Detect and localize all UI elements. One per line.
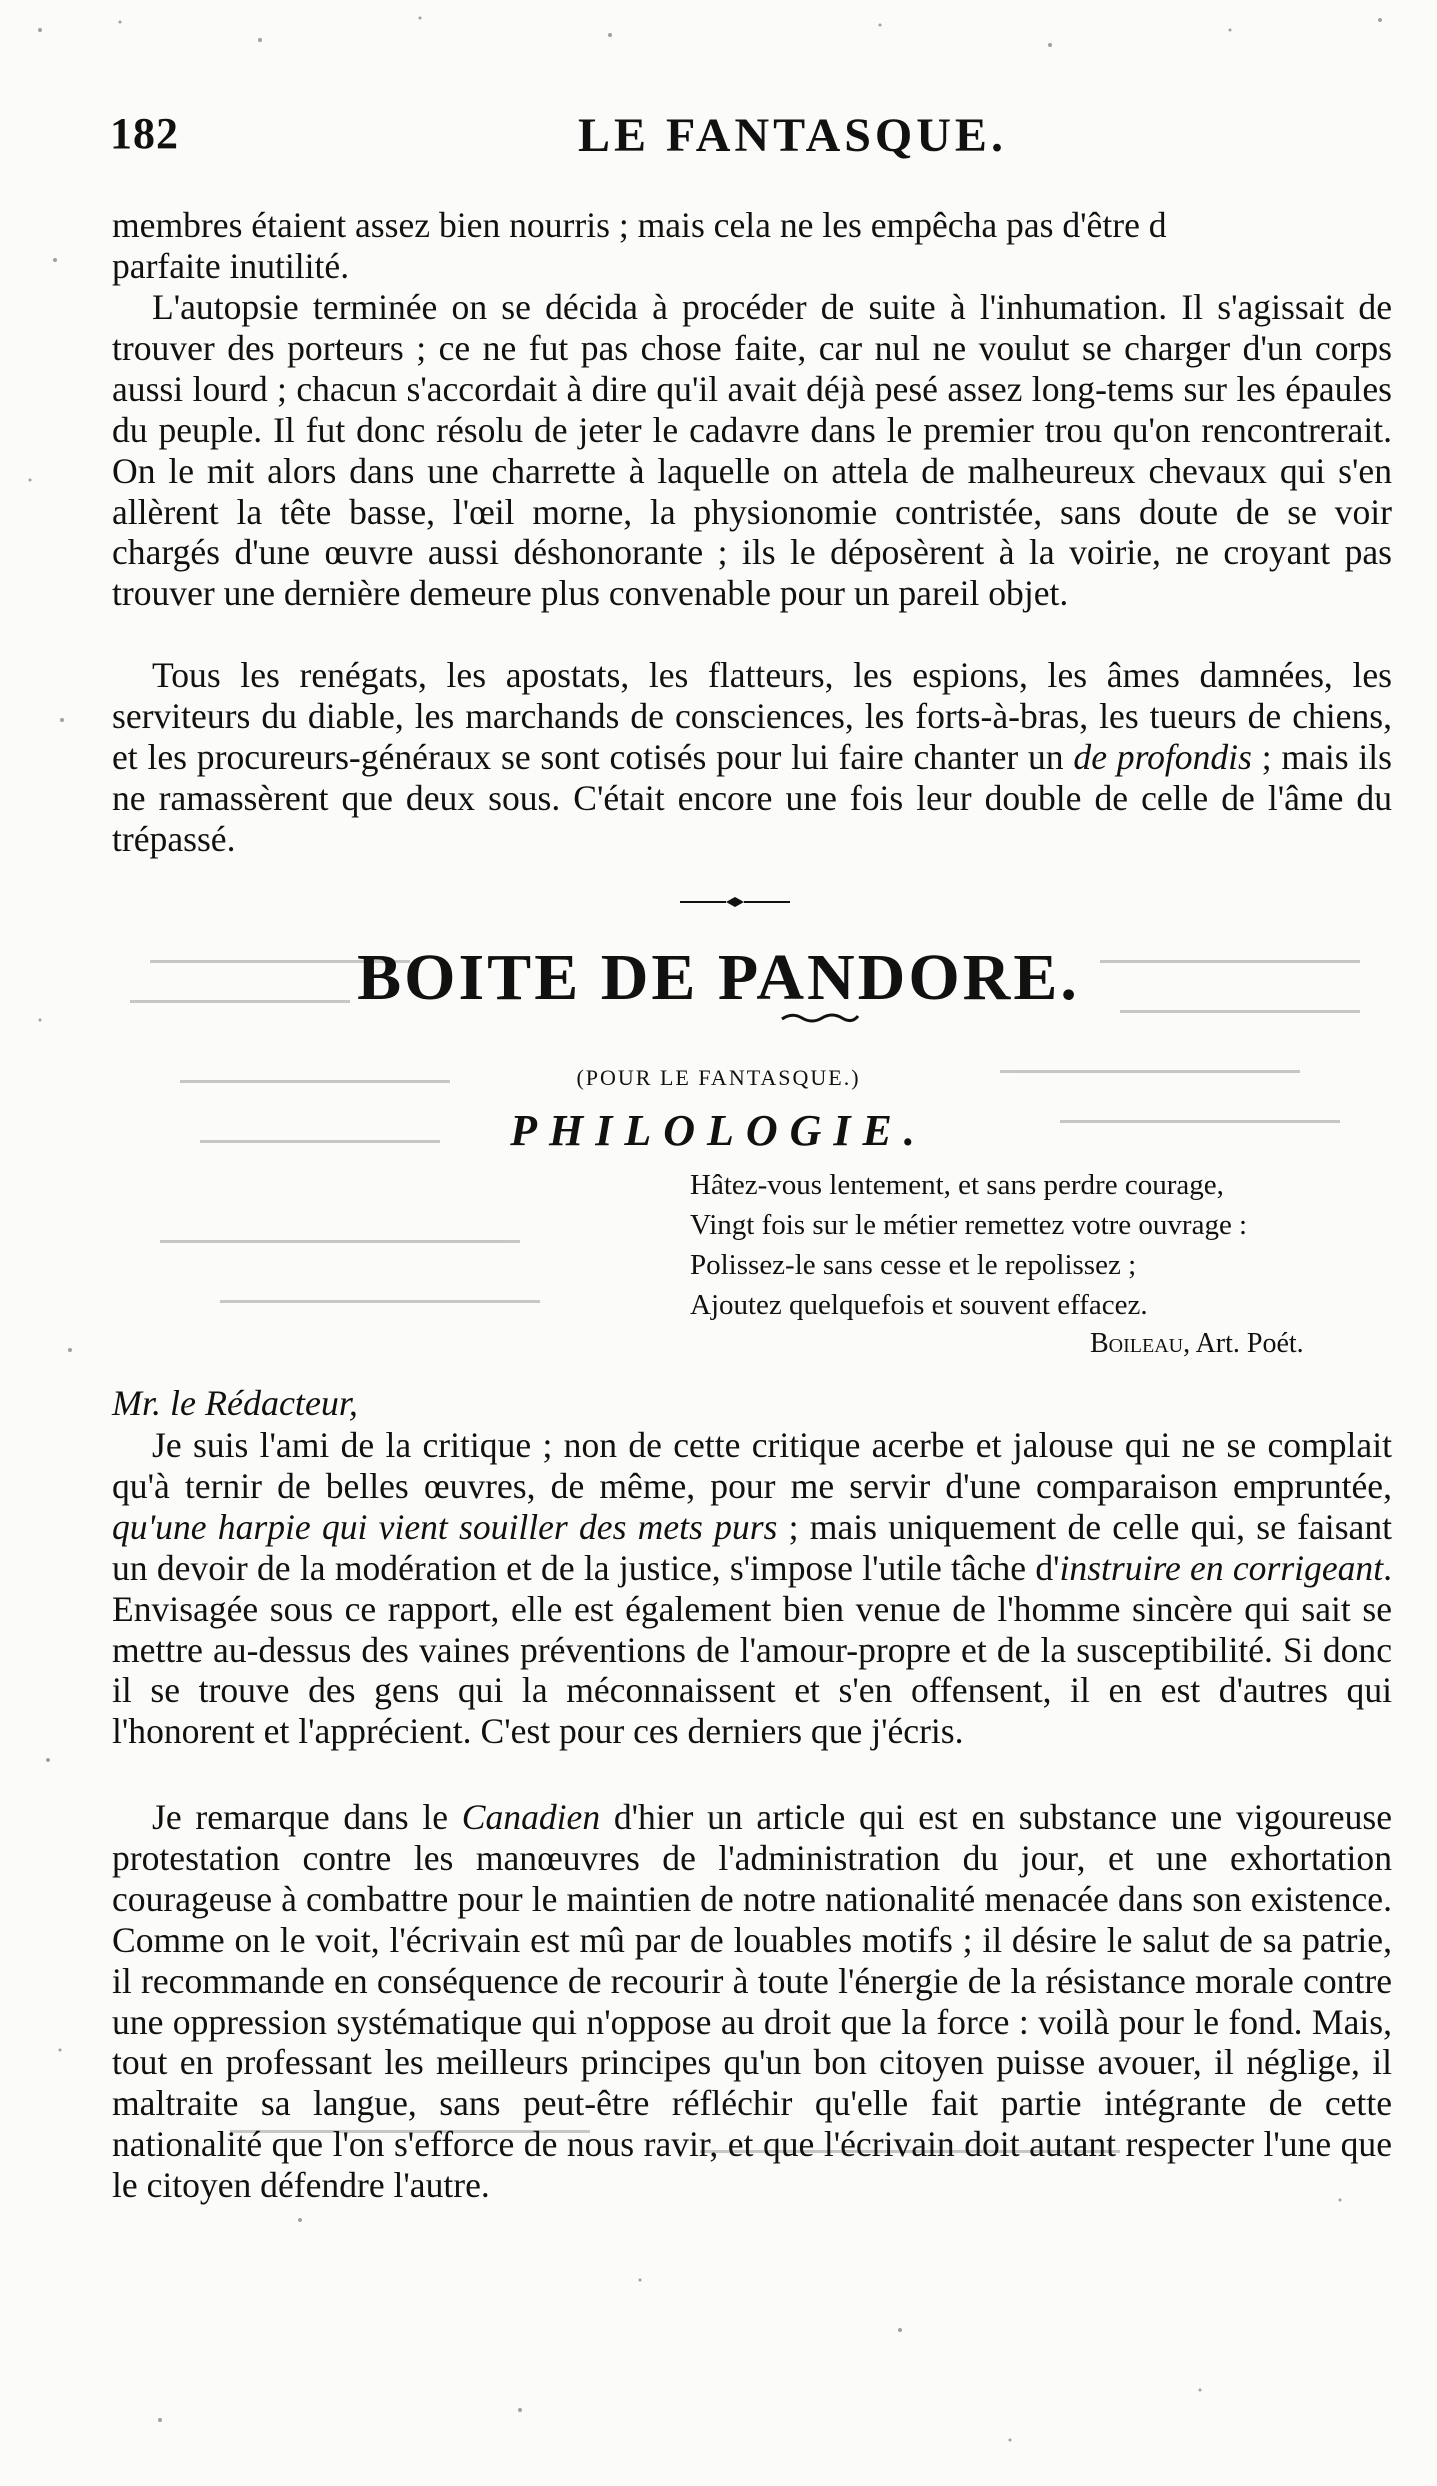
article-paragraph-3	[112, 655, 1392, 860]
section-divider-rule	[680, 895, 790, 909]
section-title: BOITE DE PANDORE.	[357, 941, 1080, 1014]
letter-salutation: Mr. le Rédacteur,	[112, 1383, 358, 1423]
paragraph-text: Tous les renégats, les apostats, les flatteurs, les espions, les âmes damnées, les serviteurs du diable, les marchands de consciences, les forts-à-bras, les tueurs de chiens, et les procureurs-généraux se sont cotisés pour lui faire chanter un de profondis ; mais ils ne ramassèrent que deux sous. C'était encore une fois leur double de celle de l'âme du trépassé.	[112, 655, 1393, 859]
running-header	[100, 108, 1380, 178]
page-number: 182	[110, 109, 179, 158]
italic-phrase: instruire en corrigeant	[1059, 1547, 1384, 1588]
subhead: PHILOLOGIE.	[510, 1106, 927, 1155]
latin-phrase: de profondis	[1073, 736, 1252, 777]
running-title: LE FANTASQUE.	[578, 109, 1007, 162]
source-line: (POUR LE FANTASQUE.)	[576, 1065, 861, 1090]
epigraph-attribution	[1090, 1328, 1400, 1360]
newspaper-name: Canadien	[461, 1797, 601, 1837]
letter-paragraph-1	[112, 1425, 1392, 1752]
article-paragraph-2	[112, 287, 1392, 614]
paragraph-text: Je remarque dans le Canadien d'hier un article qui est en substance une vigoureuse protestation contre les manœuvres de l'administration du jour, et une exhortation courageuse à combattre pour le maintien de notre nationalité menacée dans son existence. Comme on le voit, l'écrivain est mû par de louables motifs ; il désire le salut de sa patrie, il recommande en conséquence de recourir à toute l'énergie de la résistance morale contre une oppression systématique qui n'oppose au droit que la force : voilà pour le fond. Mais, tout en professant les meilleurs principes qu'un bon citoyen puisse avouer, il néglige, il maltraite sa langue, sans peut-être réfléchir qu'elle fait partie intégrante de cette nationalité que l'on s'efforce de nous ravir, et que l'écrivain doit autant respecter l'une que le citoyen défendre l'autre.	[112, 1797, 1392, 2206]
epigraph-line: Hâtez-vous lentement, et sans perdre courage,	[690, 1169, 1224, 1201]
ornament-tilde	[780, 1010, 860, 1024]
italic-phrase: qu'une harpie qui vient souiller des mets purs	[112, 1506, 778, 1547]
epigraph-line: Ajoutez quelquefois et souvent effacez.	[690, 1289, 1148, 1321]
author-name: Boileau	[1090, 1328, 1184, 1359]
epigraph-line: Vingt fois sur le métier remettez votre ouvrage :	[690, 1209, 1248, 1241]
paragraph-text: Je suis l'ami de la critique ; non de cette critique acerbe et jalouse qui ne se complait qu'à ternir de belles œuvres, de même, pour me servir d'une comparaison empruntée, qu'une harpie qui vient souiller des mets purs ; mais uniquement de celle qui, se faisant un devoir de la modération et de la justice, s'impose l'utile tâche d'instruire en corrigeant. Envisagée sous ce rapport, elle est également bien venue de l'homme sincère qui sait se mettre au-dessus des vaines préventions de l'amour-propre et de la susceptibilité. Si donc il se trouve des gens qui la méconnaissent et s'en offensent, il en est d'autres qui l'honorent et l'apprécient. C'est pour ces derniers que j'écris.	[112, 1425, 1393, 1752]
work-title: , Art. Poét.	[1183, 1328, 1304, 1359]
epigraph-line: Polissez-le sans cesse et le repolissez ;	[690, 1249, 1137, 1281]
letter-paragraph-2	[112, 1797, 1392, 2206]
epigraph	[690, 1165, 1390, 1325]
article-paragraph-1	[112, 205, 1392, 287]
paragraph-text: membres étaient assez bien nourris ; mais cela ne les empêcha pas d'être d parfaite inutilité.	[112, 205, 1167, 286]
paragraph-text: L'autopsie terminée on se décida à procéder de suite à l'inhumation. Il s'agissait de trouver des porteurs ; ce ne fut pas chose faite, car nul ne voulut se charger d'un corps aussi lourd ; chacun s'accordait à dire qu'il avait déjà pesé assez long-tems sur les épaules du peuple. Il fut donc résolu de jeter le cadavre dans le premier trou qu'on rencontrerait. On le mit alors dans une charrette à laquelle on attela de malheureux chevaux qui s'en allèrent la tête basse, l'œil morne, la physionomie contristée, sans doute de se voir chargés d'une œuvre aussi déshonorante ; ils le déposèrent à la voirie, ne croyant pas trouver une dernière demeure plus convenable pour un pareil objet.	[112, 287, 1392, 614]
